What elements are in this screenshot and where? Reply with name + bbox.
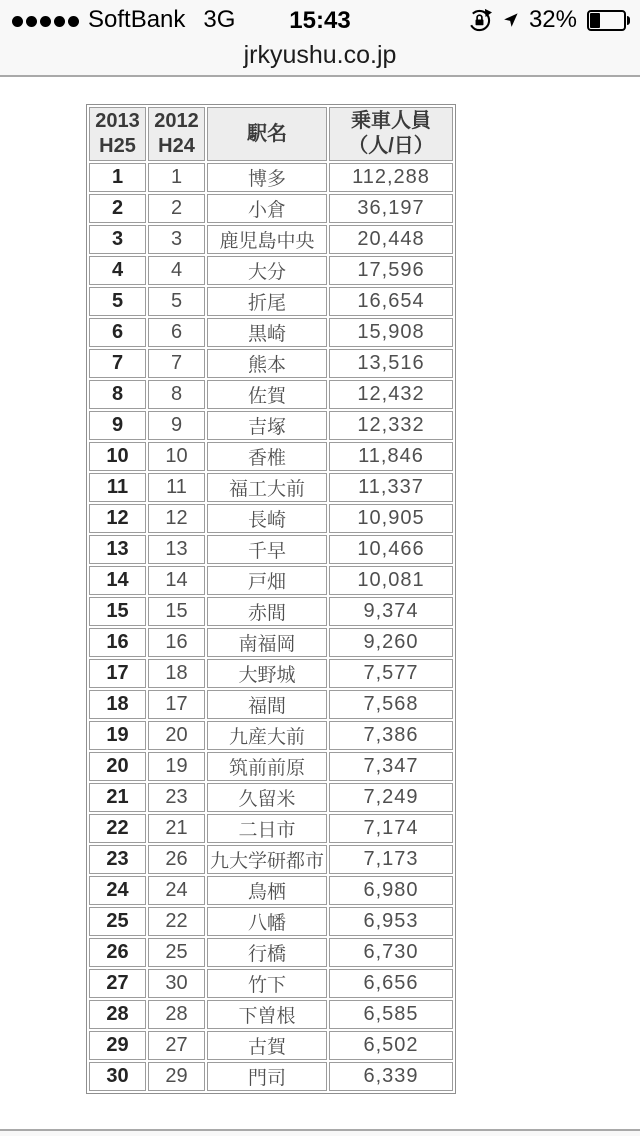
table-row bbox=[89, 349, 453, 378]
table-row bbox=[89, 256, 453, 285]
table-row bbox=[89, 845, 453, 874]
rank-2012-cell: 24 bbox=[148, 876, 205, 905]
signal-dot bbox=[12, 16, 23, 27]
passengers-cell: 9,260 bbox=[329, 628, 453, 657]
rank-2012-cell: 27 bbox=[148, 1031, 205, 1060]
rank-2012-cell: 14 bbox=[148, 566, 205, 595]
station-name-cell: 八幡 bbox=[207, 907, 327, 936]
status-bar bbox=[0, 0, 640, 40]
rank-2012-cell: 4 bbox=[148, 256, 205, 285]
station-name-cell: 大野城 bbox=[207, 659, 327, 688]
status-bar-right bbox=[467, 0, 630, 40]
table-row bbox=[89, 597, 453, 626]
table-row bbox=[89, 225, 453, 254]
passengers-cell: 9,374 bbox=[329, 597, 453, 626]
station-name-cell: 二日市 bbox=[207, 814, 327, 843]
rank-2013-cell: 29 bbox=[89, 1031, 146, 1060]
station-name-cell: 大分 bbox=[207, 256, 327, 285]
table-row bbox=[89, 690, 453, 719]
table-row bbox=[89, 442, 453, 471]
station-name-cell: 下曽根 bbox=[207, 1000, 327, 1029]
passengers-cell: 20,448 bbox=[329, 225, 453, 254]
passengers-cell: 6,339 bbox=[329, 1062, 453, 1091]
station-name-cell: 鹿児島中央 bbox=[207, 225, 327, 254]
passengers-cell: 7,386 bbox=[329, 721, 453, 750]
table-row bbox=[89, 876, 453, 905]
status-bar-left bbox=[12, 6, 235, 34]
rank-2012-cell: 12 bbox=[148, 504, 205, 533]
rank-2012-cell: 16 bbox=[148, 628, 205, 657]
station-name-cell: 赤間 bbox=[207, 597, 327, 626]
rank-2013-cell: 28 bbox=[89, 1000, 146, 1029]
rank-2013-cell: 13 bbox=[89, 535, 146, 564]
table-row bbox=[89, 1062, 453, 1091]
table-body bbox=[89, 163, 453, 1091]
rank-2013-cell: 20 bbox=[89, 752, 146, 781]
passengers-cell: 10,466 bbox=[329, 535, 453, 564]
rank-2012-cell: 18 bbox=[148, 659, 205, 688]
rank-2012-cell: 20 bbox=[148, 721, 205, 750]
passengers-cell: 7,173 bbox=[329, 845, 453, 874]
passengers-cell: 6,730 bbox=[329, 938, 453, 967]
rank-2012-cell: 11 bbox=[148, 473, 205, 502]
page-content bbox=[0, 79, 640, 1129]
clock: 15:43 bbox=[289, 7, 351, 34]
passengers-cell: 6,502 bbox=[329, 1031, 453, 1060]
table-row bbox=[89, 907, 453, 936]
passengers-cell: 7,249 bbox=[329, 783, 453, 812]
rank-2013-cell: 14 bbox=[89, 566, 146, 595]
rank-2013-cell: 30 bbox=[89, 1062, 146, 1091]
table-row bbox=[89, 721, 453, 750]
rank-2012-cell: 5 bbox=[148, 287, 205, 316]
bottom-toolbar-edge bbox=[0, 1129, 640, 1136]
station-name-cell: 佐賀 bbox=[207, 380, 327, 409]
passengers-cell: 12,332 bbox=[329, 411, 453, 440]
rank-2013-cell: 18 bbox=[89, 690, 146, 719]
rank-2013-cell: 7 bbox=[89, 349, 146, 378]
table-row bbox=[89, 380, 453, 409]
table-row bbox=[89, 504, 453, 533]
rank-2012-cell: 9 bbox=[148, 411, 205, 440]
station-name-cell: 折尾 bbox=[207, 287, 327, 316]
passengers-cell: 17,596 bbox=[329, 256, 453, 285]
passengers-cell: 12,432 bbox=[329, 380, 453, 409]
rank-2012-cell: 10 bbox=[148, 442, 205, 471]
rank-2013-cell: 5 bbox=[89, 287, 146, 316]
header-row bbox=[89, 107, 453, 161]
table-row bbox=[89, 814, 453, 843]
signal-dot bbox=[68, 16, 79, 27]
passengers-cell: 13,516 bbox=[329, 349, 453, 378]
rank-2012-cell: 7 bbox=[148, 349, 205, 378]
station-name-cell: 南福岡 bbox=[207, 628, 327, 657]
rank-2012-cell: 19 bbox=[148, 752, 205, 781]
rank-2013-cell: 15 bbox=[89, 597, 146, 626]
address-bar-url[interactable]: jrkyushu.co.jp bbox=[243, 41, 397, 69]
header-rank-2013: 2013 H25 bbox=[89, 107, 146, 161]
passengers-cell: 6,980 bbox=[329, 876, 453, 905]
rank-2012-cell: 30 bbox=[148, 969, 205, 998]
header-rank-2012: 2012 H24 bbox=[148, 107, 205, 161]
station-name-cell: 黒崎 bbox=[207, 318, 327, 347]
passengers-cell: 7,577 bbox=[329, 659, 453, 688]
orientation-lock-icon bbox=[467, 8, 492, 33]
table-row bbox=[89, 566, 453, 595]
header-passengers: 乗車人員 （人/日） bbox=[329, 107, 453, 161]
rank-2013-cell: 19 bbox=[89, 721, 146, 750]
table-row bbox=[89, 752, 453, 781]
passengers-cell: 36,197 bbox=[329, 194, 453, 223]
passengers-cell: 112,288 bbox=[329, 163, 453, 192]
table-row bbox=[89, 628, 453, 657]
station-name-cell: 博多 bbox=[207, 163, 327, 192]
rank-2013-cell: 11 bbox=[89, 473, 146, 502]
signal-dot bbox=[26, 16, 37, 27]
header-station-name: 駅名 bbox=[207, 107, 327, 161]
station-name-cell: 長崎 bbox=[207, 504, 327, 533]
passengers-cell: 11,846 bbox=[329, 442, 453, 471]
rank-2012-cell: 26 bbox=[148, 845, 205, 874]
station-name-cell: 吉塚 bbox=[207, 411, 327, 440]
table-row bbox=[89, 783, 453, 812]
station-name-cell: 熊本 bbox=[207, 349, 327, 378]
signal-dot bbox=[40, 16, 51, 27]
rank-2013-cell: 8 bbox=[89, 380, 146, 409]
passengers-cell: 7,568 bbox=[329, 690, 453, 719]
table-row bbox=[89, 1000, 453, 1029]
passengers-cell: 7,174 bbox=[329, 814, 453, 843]
rank-2012-cell: 22 bbox=[148, 907, 205, 936]
passengers-cell: 6,656 bbox=[329, 969, 453, 998]
rank-2013-cell: 10 bbox=[89, 442, 146, 471]
station-name-cell: 香椎 bbox=[207, 442, 327, 471]
rank-2013-cell: 16 bbox=[89, 628, 146, 657]
station-name-cell: 筑前前原 bbox=[207, 752, 327, 781]
table-row bbox=[89, 194, 453, 223]
station-name-cell: 行橋 bbox=[207, 938, 327, 967]
rank-2012-cell: 29 bbox=[148, 1062, 205, 1091]
table-row bbox=[89, 287, 453, 316]
rank-2013-cell: 17 bbox=[89, 659, 146, 688]
table-row bbox=[89, 473, 453, 502]
rank-2012-cell: 1 bbox=[148, 163, 205, 192]
rank-2013-cell: 24 bbox=[89, 876, 146, 905]
rank-2013-cell: 21 bbox=[89, 783, 146, 812]
location-services-icon bbox=[502, 12, 519, 29]
rank-2013-cell: 27 bbox=[89, 969, 146, 998]
passengers-cell: 10,081 bbox=[329, 566, 453, 595]
station-name-cell: 久留米 bbox=[207, 783, 327, 812]
station-name-cell: 小倉 bbox=[207, 194, 327, 223]
browser-chrome bbox=[0, 0, 640, 77]
table-row bbox=[89, 411, 453, 440]
rank-2012-cell: 17 bbox=[148, 690, 205, 719]
network-type-label: 3G bbox=[203, 6, 236, 33]
rank-2012-cell: 8 bbox=[148, 380, 205, 409]
rank-2013-cell: 26 bbox=[89, 938, 146, 967]
battery-fill-level bbox=[590, 13, 600, 28]
signal-strength-icon bbox=[12, 16, 79, 27]
rank-2013-cell: 2 bbox=[89, 194, 146, 223]
address-bar[interactable] bbox=[0, 40, 640, 75]
carrier-label: SoftBank bbox=[88, 6, 186, 33]
table-row bbox=[89, 318, 453, 347]
table-row bbox=[89, 969, 453, 998]
rank-2012-cell: 2 bbox=[148, 194, 205, 223]
station-name-cell: 古賀 bbox=[207, 1031, 327, 1060]
station-name-cell: 千早 bbox=[207, 535, 327, 564]
passengers-cell: 11,337 bbox=[329, 473, 453, 502]
rank-2012-cell: 13 bbox=[148, 535, 205, 564]
rank-2013-cell: 22 bbox=[89, 814, 146, 843]
passengers-cell: 6,953 bbox=[329, 907, 453, 936]
station-name-cell: 竹下 bbox=[207, 969, 327, 998]
table-row bbox=[89, 163, 453, 192]
signal-dot bbox=[54, 16, 65, 27]
rank-2013-cell: 12 bbox=[89, 504, 146, 533]
station-name-cell: 福工大前 bbox=[207, 473, 327, 502]
rank-2012-cell: 25 bbox=[148, 938, 205, 967]
passengers-cell: 7,347 bbox=[329, 752, 453, 781]
table-row bbox=[89, 1031, 453, 1060]
rank-2013-cell: 1 bbox=[89, 163, 146, 192]
station-name-cell: 九大学研都市 bbox=[207, 845, 327, 874]
passengers-cell: 15,908 bbox=[329, 318, 453, 347]
rank-2012-cell: 28 bbox=[148, 1000, 205, 1029]
rank-2012-cell: 21 bbox=[148, 814, 205, 843]
station-name-cell: 戸畑 bbox=[207, 566, 327, 595]
station-name-cell: 門司 bbox=[207, 1062, 327, 1091]
table-row bbox=[89, 938, 453, 967]
passengers-cell: 6,585 bbox=[329, 1000, 453, 1029]
battery-nub bbox=[627, 16, 630, 25]
rank-2012-cell: 3 bbox=[148, 225, 205, 254]
rank-2013-cell: 9 bbox=[89, 411, 146, 440]
rank-2013-cell: 6 bbox=[89, 318, 146, 347]
rank-2013-cell: 23 bbox=[89, 845, 146, 874]
table-header bbox=[89, 107, 453, 161]
table-row bbox=[89, 535, 453, 564]
rank-2012-cell: 23 bbox=[148, 783, 205, 812]
table-row bbox=[89, 659, 453, 688]
passengers-cell: 10,905 bbox=[329, 504, 453, 533]
rank-2012-cell: 15 bbox=[148, 597, 205, 626]
rank-2013-cell: 25 bbox=[89, 907, 146, 936]
rank-2013-cell: 3 bbox=[89, 225, 146, 254]
battery-body bbox=[587, 10, 626, 31]
station-name-cell: 福間 bbox=[207, 690, 327, 719]
rank-2012-cell: 6 bbox=[148, 318, 205, 347]
station-name-cell: 鳥栖 bbox=[207, 876, 327, 905]
ridership-table bbox=[86, 104, 456, 1094]
station-name-cell: 九産大前 bbox=[207, 721, 327, 750]
rank-2013-cell: 4 bbox=[89, 256, 146, 285]
battery-percent-label: 32% bbox=[528, 6, 577, 33]
passengers-cell: 16,654 bbox=[329, 287, 453, 316]
battery-icon bbox=[587, 10, 630, 31]
